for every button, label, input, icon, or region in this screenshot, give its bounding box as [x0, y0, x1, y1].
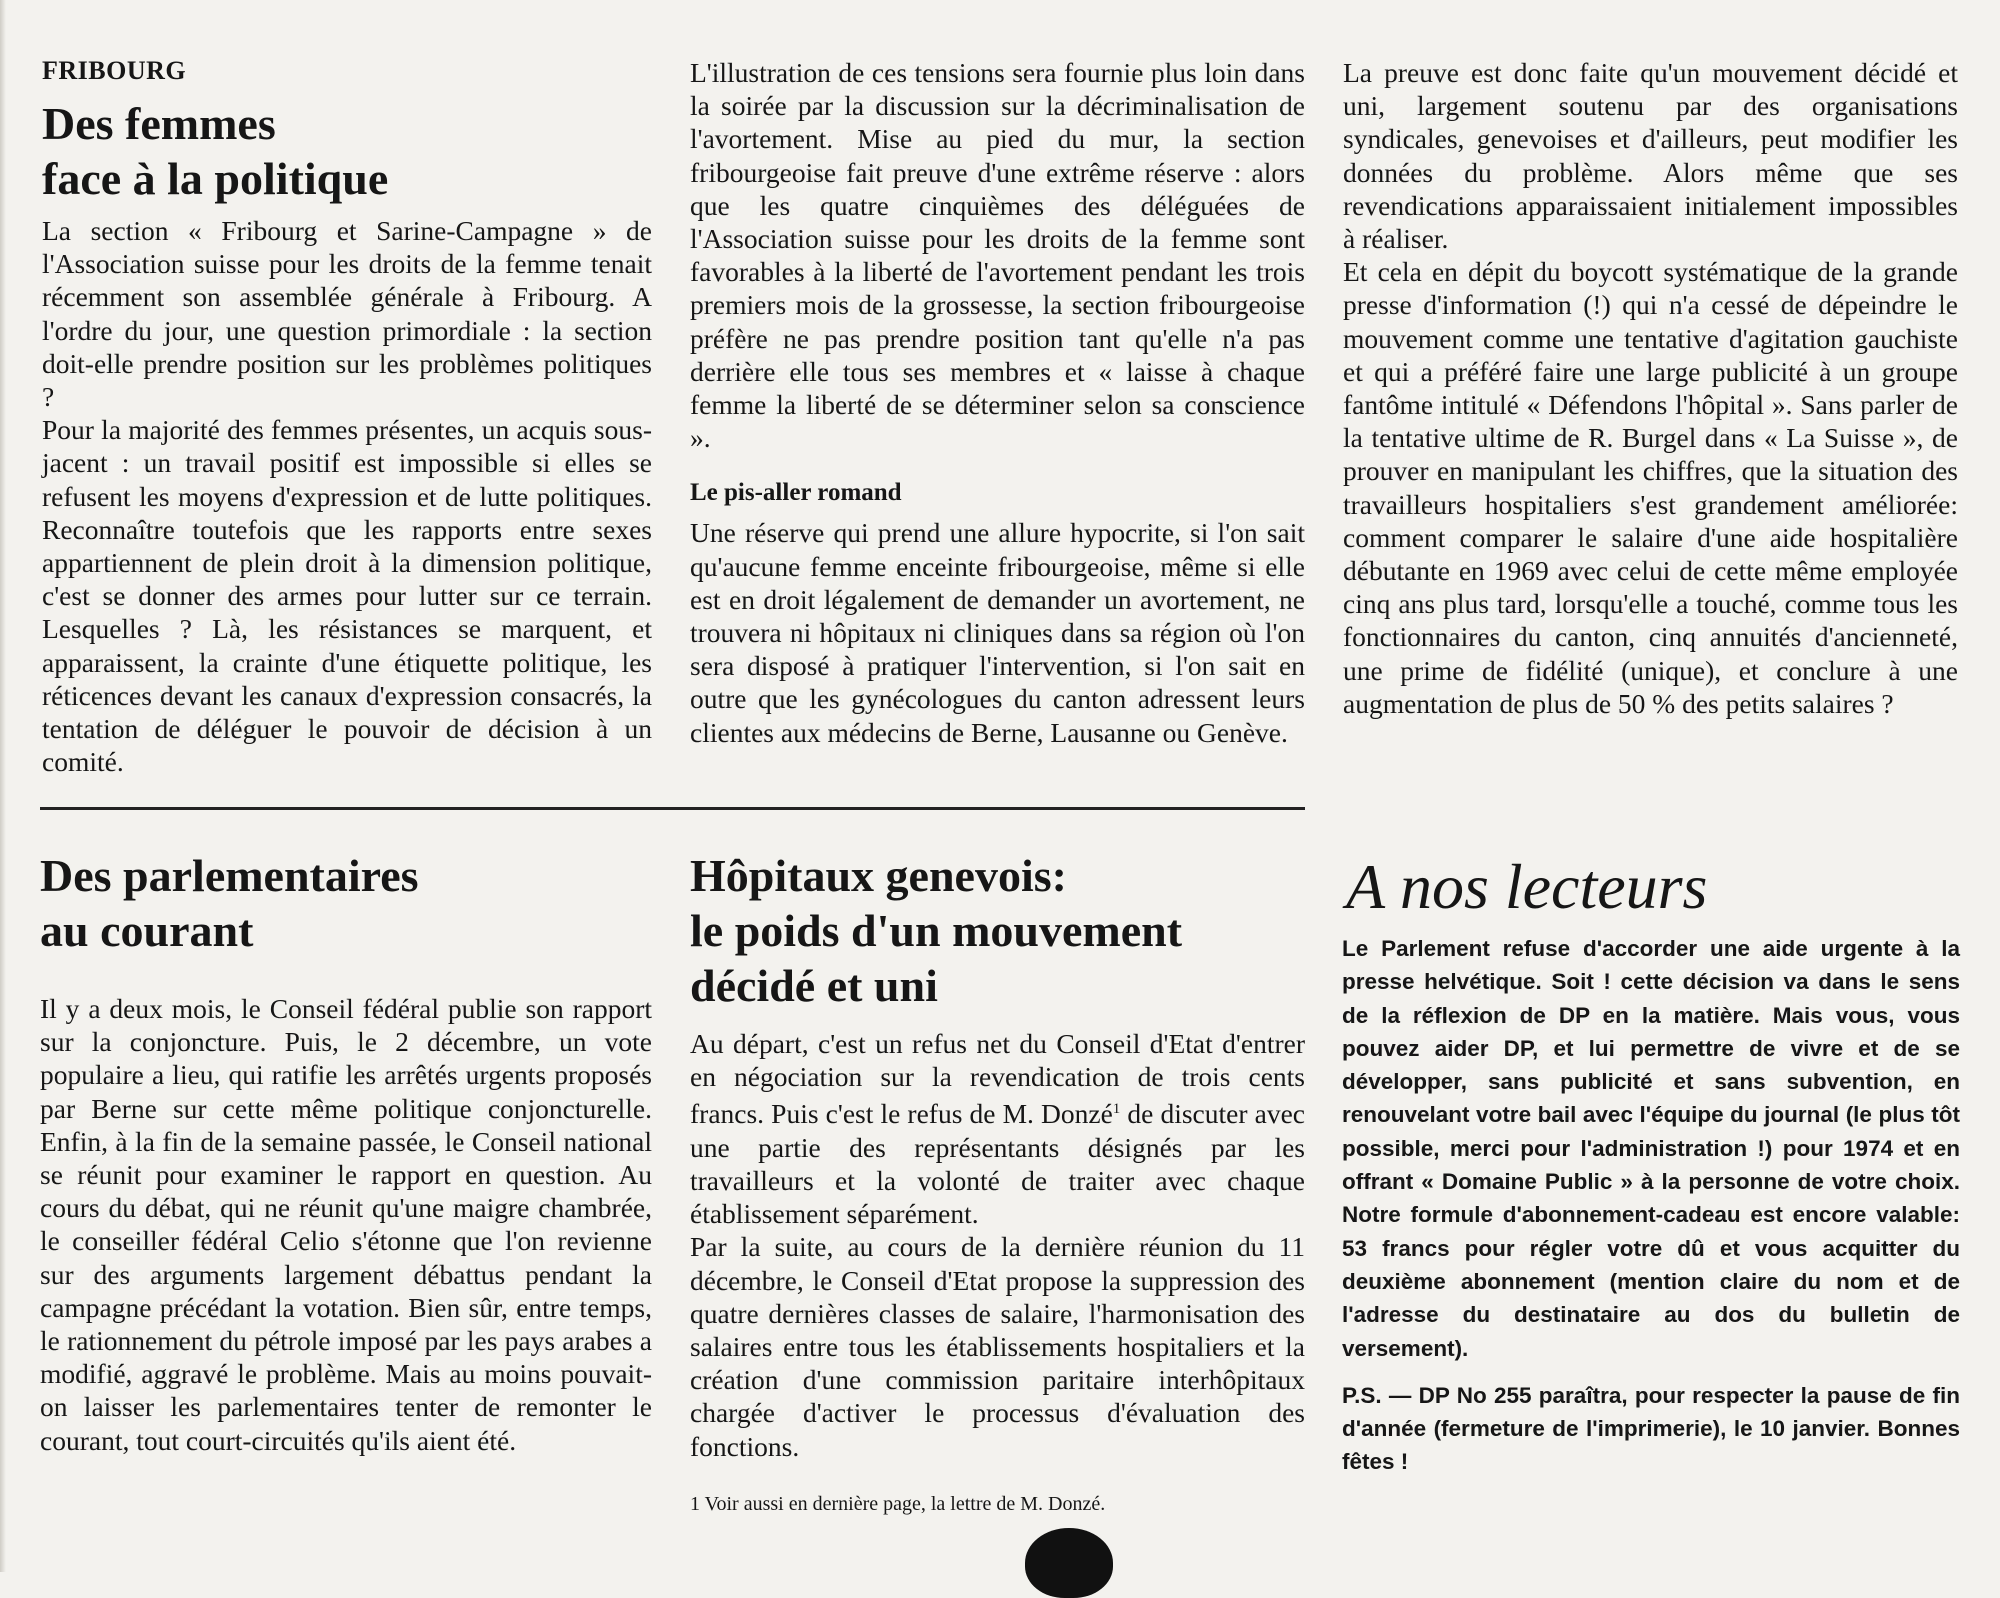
- notice-a-nos-lecteurs: [1342, 852, 1960, 1479]
- article-fribourg-body-2: [690, 56, 1305, 749]
- article-parlementaires-body: [40, 992, 652, 1457]
- article-hopitaux-genevois: [690, 848, 1305, 1517]
- paragraph: Il y a deux mois, le Conseil fédéral publie son rapport sur la conjoncture. Puis, le 2 décembre, un vote populaire a lieu, qui ratifie les arrêtés urgents proposés par Berne sur cette même politique conjoncturelle. Enfin, à la fin de la semaine passée, le Conseil national se réunit pour examiner le rapport en question. Au cours du débat, qui ne réunit qu'une maigre chambrée, le conseiller fédéral Celio s'étonne que l'on revienne sur des arguments largement débattus pendant la campagne précédant la votation. Bien sûr, entre temps, le rationnement du pétrole imposé par les pays arabes a modifié, aggravé le problème. Mais au moins pouvait-on laisser les parlementaires tenter de remonter le courant, tout court-circuités qu'ils aient été.: [40, 993, 652, 1456]
- paragraph: La preuve est donc faite qu'un mouvement décidé et uni, largement soutenu par des organisations syndicales, genevoises et d'ailleurs, peut modifier les données du problème. Alors même que ses revendications apparaissaient initialement impossibles à réaliser.: [1343, 57, 1958, 255]
- headline-hopitaux-genevois: [690, 848, 1305, 1013]
- paragraph: Par la suite, au cours de la dernière réunion du 11 décembre, le Conseil d'Etat propose la suppression des quatre dernières classes de salaire, l'harmonisation des salaires entre tous les établissements hospitaliers et la création d'une commission paritaire interhôpitaux chargée d'activer le processus d'évaluation des fonctions.: [690, 1231, 1305, 1462]
- text-run: de discuter avec une partie des représentants désignés par les travailleurs et la volonté de traiter avec chaque établissement séparément.: [690, 1098, 1305, 1230]
- article-hopitaux-body: [690, 1027, 1305, 1463]
- headline-line-1: Des femmes: [42, 98, 276, 149]
- article-parlementaires: [40, 848, 652, 1457]
- paragraph: La section « Fribourg et Sarine-Campagne » de l'Association suisse pour les droits de la femme tenait récemment son assemblée générale à Fribourg. A l'ordre du jour, une question primordiale : la section doit-elle prendre position sur les problèmes politiques ?: [42, 215, 652, 413]
- paragraph: Le Parlement refuse d'accorder une aide urgente à la presse helvétique. Soit ! cette décision va dans le sens de la réflexion de DP en la matière. Mais vous, vous pouvez aider DP, et lui permettre de vivre et de se développer, sans publicité et sans subvention, en renouvelant votre bail avec l'équipe du journal (le plus tôt possible, merci pour l'administration !) pour 1974 et en offrant « Domaine Public » à la personne de votre choix. Notre formule d'abonnement-cadeau est encore valable: 53 francs pour régler votre dû et vous acquitter du deuxième abonnement (mention claire du nom et de l'adresse du destinataire au dos du bulletin de versement).: [1342, 936, 1960, 1361]
- headline-line-2: face à la politique: [42, 153, 389, 204]
- headline-des-femmes: [42, 96, 652, 206]
- article-hopitaux-continued: [1343, 56, 1958, 720]
- footnote-marker: 1: [1112, 1101, 1121, 1118]
- paragraph: L'illustration de ces tensions sera fournie plus loin dans la soirée par la discussion sur la décriminalisation de l'avortement. Mise au pied du mur, la section fribourgeoise fait preuve d'une extrême réserve : alors que les quatre cinquièmes des déléguées de l'Association suisse pour les droits de la femme sont favorables à la liberté de l'avortement pendant les trois premiers mois de la grossesse, la section fribourgeoise préfère ne pas prendre position tant qu'elle n'a pas derrière elle tous ses membres et « laisse à chaque femme la liberté de se déterminer selon sa conscience ».: [690, 57, 1305, 454]
- article-fribourg-continued: [690, 56, 1305, 749]
- section-divider-rule: [40, 807, 1305, 810]
- paragraph: P.S. — DP No 255 paraîtra, pour respecter la pause de fin d'année (fermeture de l'imprimerie), le 10 janvier. Bonnes fêtes !: [1342, 1382, 1960, 1475]
- page-edge-shadow: [0, 0, 6, 1572]
- headline-line-2: le poids d'un mouvement: [690, 905, 1183, 956]
- headline-des-parlementaires: [40, 848, 652, 958]
- headline-line-1: Hôpitaux genevois:: [690, 850, 1067, 901]
- footnote: 1 Voir aussi en dernière page, la lettre de M. Donzé.: [690, 1492, 1106, 1515]
- text-run: Au départ, c'est un refus net du Conseil d'Etat d'entrer en négociation sur la revendication de trois cents francs. Puis c'est le refus de M. Donzé: [690, 1028, 1305, 1130]
- paragraph: [690, 1027, 1305, 1230]
- headline-line-1: Des parlementaires: [40, 850, 419, 901]
- ink-blot-decoration: [1025, 1528, 1113, 1598]
- article-hopitaux-body-2: [1343, 56, 1958, 720]
- headline-line-3: décidé et uni: [690, 960, 938, 1011]
- article-fribourg: [42, 56, 652, 778]
- paragraph: Et cela en dépit du boycott systématique de la grande presse d'information (!) qui n'a cessé de dépeindre le mouvement comme une tentative d'agitation gauchiste et qui a préféré faire une large publicité à un groupe fantôme intitulé « Défendons l'hôpital ». Sans parler de la tentative ultime de R. Burgel dans « La Suisse », de prouver en manipulant les chiffres, que la situation des travailleurs hospitaliers s'est grandement améliorée: comment comparer le salaire d'une aide hospitalière débutante en 1969 avec celui de cette même employée cinq ans plus tard, lorsqu'elle a touché, comme tous les fonctionnaires du canton, cinq annuités d'ancienneté, une prime de fidélité (unique), et conclure à une augmentation de plus de 50 % des petits salaires ?: [1343, 256, 1958, 719]
- subheading-pis-aller: Le pis-aller romand: [690, 479, 902, 507]
- notice-title: A nos lecteurs: [1346, 851, 1708, 922]
- paragraph: Une réserve qui prend une allure hypocrite, si l'on sait qu'aucune femme enceinte fribourgeoise, même si elle est en droit légalement de demander un avortement, ne trouvera ni hôpitaux ni cliniques dans sa région où l'on sera disposé à pratiquer l'intervention, si l'on sait en outre que les gynécologues du canton adressent leurs clientes aux médecins de Berne, Lausanne ou Genève.: [690, 517, 1305, 748]
- notice-body: [1342, 932, 1960, 1479]
- headline-line-2: au courant: [40, 905, 254, 956]
- article-fribourg-body: [42, 214, 652, 778]
- paragraph: Pour la majorité des femmes présentes, un acquis sous-jacent : un travail positif est impossible si elles se refusent les moyens d'expression et de lutte politiques. Reconnaître toutefois que les rapports entre sexes appartiennent de plein droit à la dimension politique, c'est se donner des armes pour lutter sur ce terrain. Lesquelles ? Là, les résistances se marquent, et apparaissent, la crainte d'une étiquette politique, les réticences devant les canaux d'expression consacrés, la tentation de déléguer le pouvoir de décision à un comité.: [42, 414, 652, 778]
- kicker-fribourg: FRIBOURG: [42, 56, 187, 85]
